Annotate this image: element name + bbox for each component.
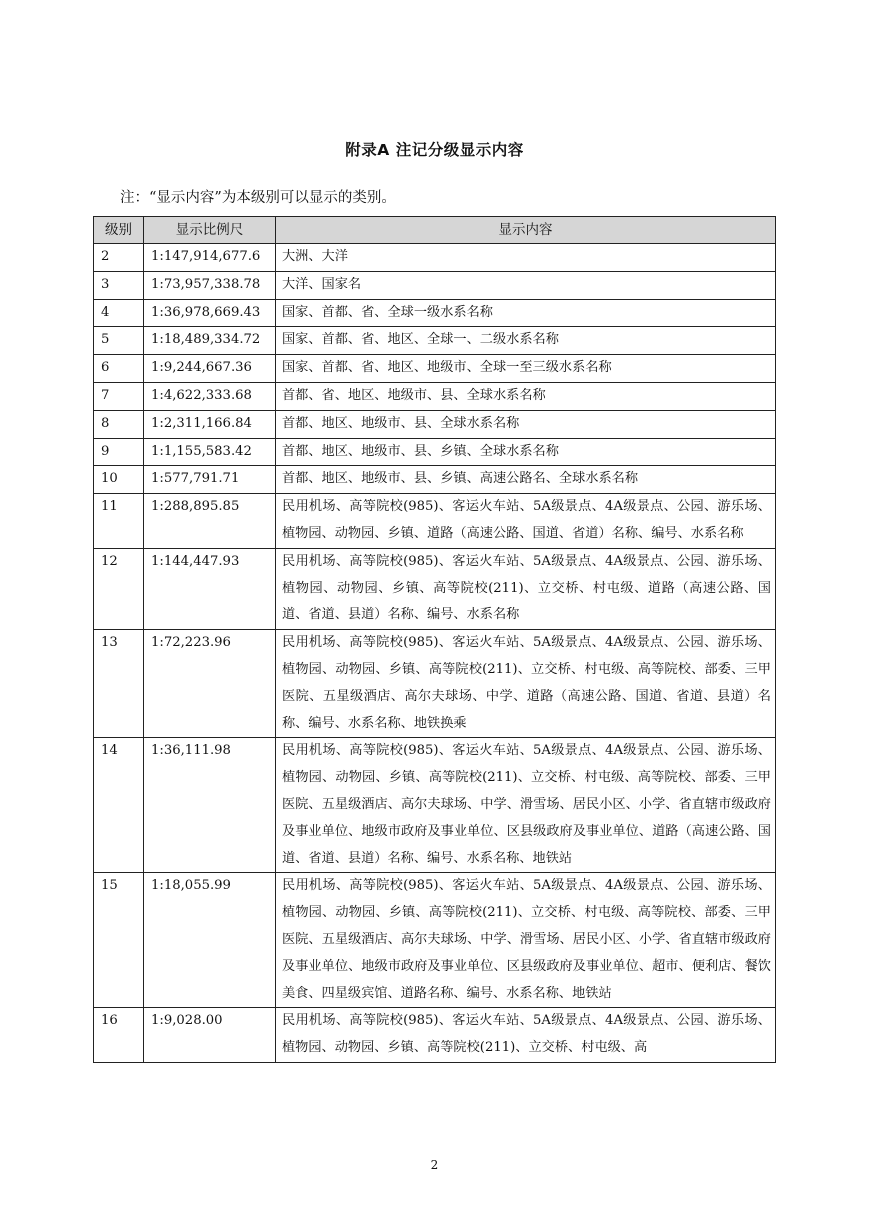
cell-level: 16 (94, 1008, 144, 1063)
cell-content: 民用机场、高等院校(985)、客运火车站、5A级景点、4A级景点、公园、游乐场、植物园、动物园、乡镇、高等院校(211)、立交桥、村屯级、高等院校、部委、三甲医院、五星级酒店、高尔夫球场、中学、滑雪场、居民小区、小学、省直辖市级政府及事业单位、地级市政府及事业单位、区县级政府及事业单位、超市、便利店、餐饮美食、四星级宾馆、道路名称、编号、水系名称、地铁站 (276, 873, 776, 1008)
table-row (94, 355, 776, 383)
cell-level: 13 (94, 630, 144, 738)
cell-scale: 1:18,489,334.72 (144, 327, 276, 355)
cell-scale: 1:1,155,583.42 (144, 438, 276, 466)
table-row (94, 382, 776, 410)
cell-scale: 1:72,223.96 (144, 630, 276, 738)
table-row (94, 271, 776, 299)
cell-level: 10 (94, 466, 144, 494)
table-row (94, 244, 776, 272)
page-number: 2 (430, 1158, 439, 1172)
table-row (94, 738, 776, 873)
cell-level: 11 (94, 494, 144, 549)
cell-content: 民用机场、高等院校(985)、客运火车站、5A级景点、4A级景点、公园、游乐场、植物园、动物园、乡镇、高等院校(211)、立交桥、村屯级、道路（高速公路、国道、省道、县道）名称、编号、水系名称 (276, 548, 776, 629)
cell-scale: 1:147,914,677.6 (144, 244, 276, 272)
header-level: 级别 (94, 217, 144, 244)
table-row (94, 873, 776, 1008)
cell-content: 首都、地区、地级市、县、全球水系名称 (276, 410, 776, 438)
cell-scale: 1:2,311,166.84 (144, 410, 276, 438)
table-row (94, 466, 776, 494)
cell-content: 民用机场、高等院校(985)、客运火车站、5A级景点、4A级景点、公园、游乐场、植物园、动物园、乡镇、高等院校(211)、立交桥、村屯级、高 (276, 1008, 776, 1063)
cell-level: 7 (94, 382, 144, 410)
cell-level: 5 (94, 327, 144, 355)
cell-content: 大洋、国家名 (276, 271, 776, 299)
cell-scale: 1:577,791.71 (144, 466, 276, 494)
table-row (94, 494, 776, 549)
cell-scale: 1:18,055.99 (144, 873, 276, 1008)
cell-level: 2 (94, 244, 144, 272)
cell-level: 4 (94, 299, 144, 327)
cell-content: 国家、首都、省、全球一级水系名称 (276, 299, 776, 327)
table-row (94, 327, 776, 355)
table-row (94, 410, 776, 438)
table-row (94, 548, 776, 629)
cell-scale: 1:36,111.98 (144, 738, 276, 873)
cell-level: 8 (94, 410, 144, 438)
cell-level: 3 (94, 271, 144, 299)
label-level-table (93, 216, 776, 1063)
cell-content: 大洲、大洋 (276, 244, 776, 272)
cell-level: 6 (94, 355, 144, 383)
cell-content: 国家、首都、省、地区、全球一、二级水系名称 (276, 327, 776, 355)
cell-scale: 1:9,244,667.36 (144, 355, 276, 383)
cell-content: 首都、地区、地级市、县、乡镇、全球水系名称 (276, 438, 776, 466)
table-row (94, 1008, 776, 1063)
table-row (94, 630, 776, 738)
cell-scale: 1:4,622,333.68 (144, 382, 276, 410)
cell-scale: 1:288,895.85 (144, 494, 276, 549)
header-scale: 显示比例尺 (144, 217, 276, 244)
cell-level: 9 (94, 438, 144, 466)
cell-content: 民用机场、高等院校(985)、客运火车站、5A级景点、4A级景点、公园、游乐场、植物园、动物园、乡镇、高等院校(211)、立交桥、村屯级、高等院校、部委、三甲医院、五星级酒店、高尔夫球场、中学、滑雪场、居民小区、小学、省直辖市级政府及事业单位、地级市政府及事业单位、区县级政府及事业单位、道路（高速公路、国道、省道、县道）名称、编号、水系名称、地铁站 (276, 738, 776, 873)
appendix-title: 附录A 注记分级显示内容 (345, 141, 524, 159)
table-row (94, 299, 776, 327)
cell-content: 民用机场、高等院校(985)、客运火车站、5A级景点、4A级景点、公园、游乐场、植物园、动物园、乡镇、高等院校(211)、立交桥、村屯级、高等院校、部委、三甲医院、五星级酒店、高尔夫球场、中学、道路（高速公路、国道、省道、县道）名称、编号、水系名称、地铁换乘 (276, 630, 776, 738)
cell-scale: 1:9,028.00 (144, 1008, 276, 1063)
cell-content: 国家、首都、省、地区、地级市、全球一至三级水系名称 (276, 355, 776, 383)
cell-level: 14 (94, 738, 144, 873)
cell-content: 首都、地区、地级市、县、乡镇、高速公路名、全球水系名称 (276, 466, 776, 494)
cell-content: 民用机场、高等院校(985)、客运火车站、5A级景点、4A级景点、公园、游乐场、植物园、动物园、乡镇、道路（高速公路、国道、省道）名称、编号、水系名称 (276, 494, 776, 549)
table-note: 注：“显示内容”为本级别可以显示的类别。 (120, 190, 396, 206)
table-row (94, 438, 776, 466)
cell-scale: 1:36,978,669.43 (144, 299, 276, 327)
header-content: 显示内容 (276, 217, 776, 244)
table-header-row (94, 217, 776, 244)
cell-level: 15 (94, 873, 144, 1008)
cell-level: 12 (94, 548, 144, 629)
cell-scale: 1:73,957,338.78 (144, 271, 276, 299)
cell-content: 首都、省、地区、地级市、县、全球水系名称 (276, 382, 776, 410)
cell-scale: 1:144,447.93 (144, 548, 276, 629)
